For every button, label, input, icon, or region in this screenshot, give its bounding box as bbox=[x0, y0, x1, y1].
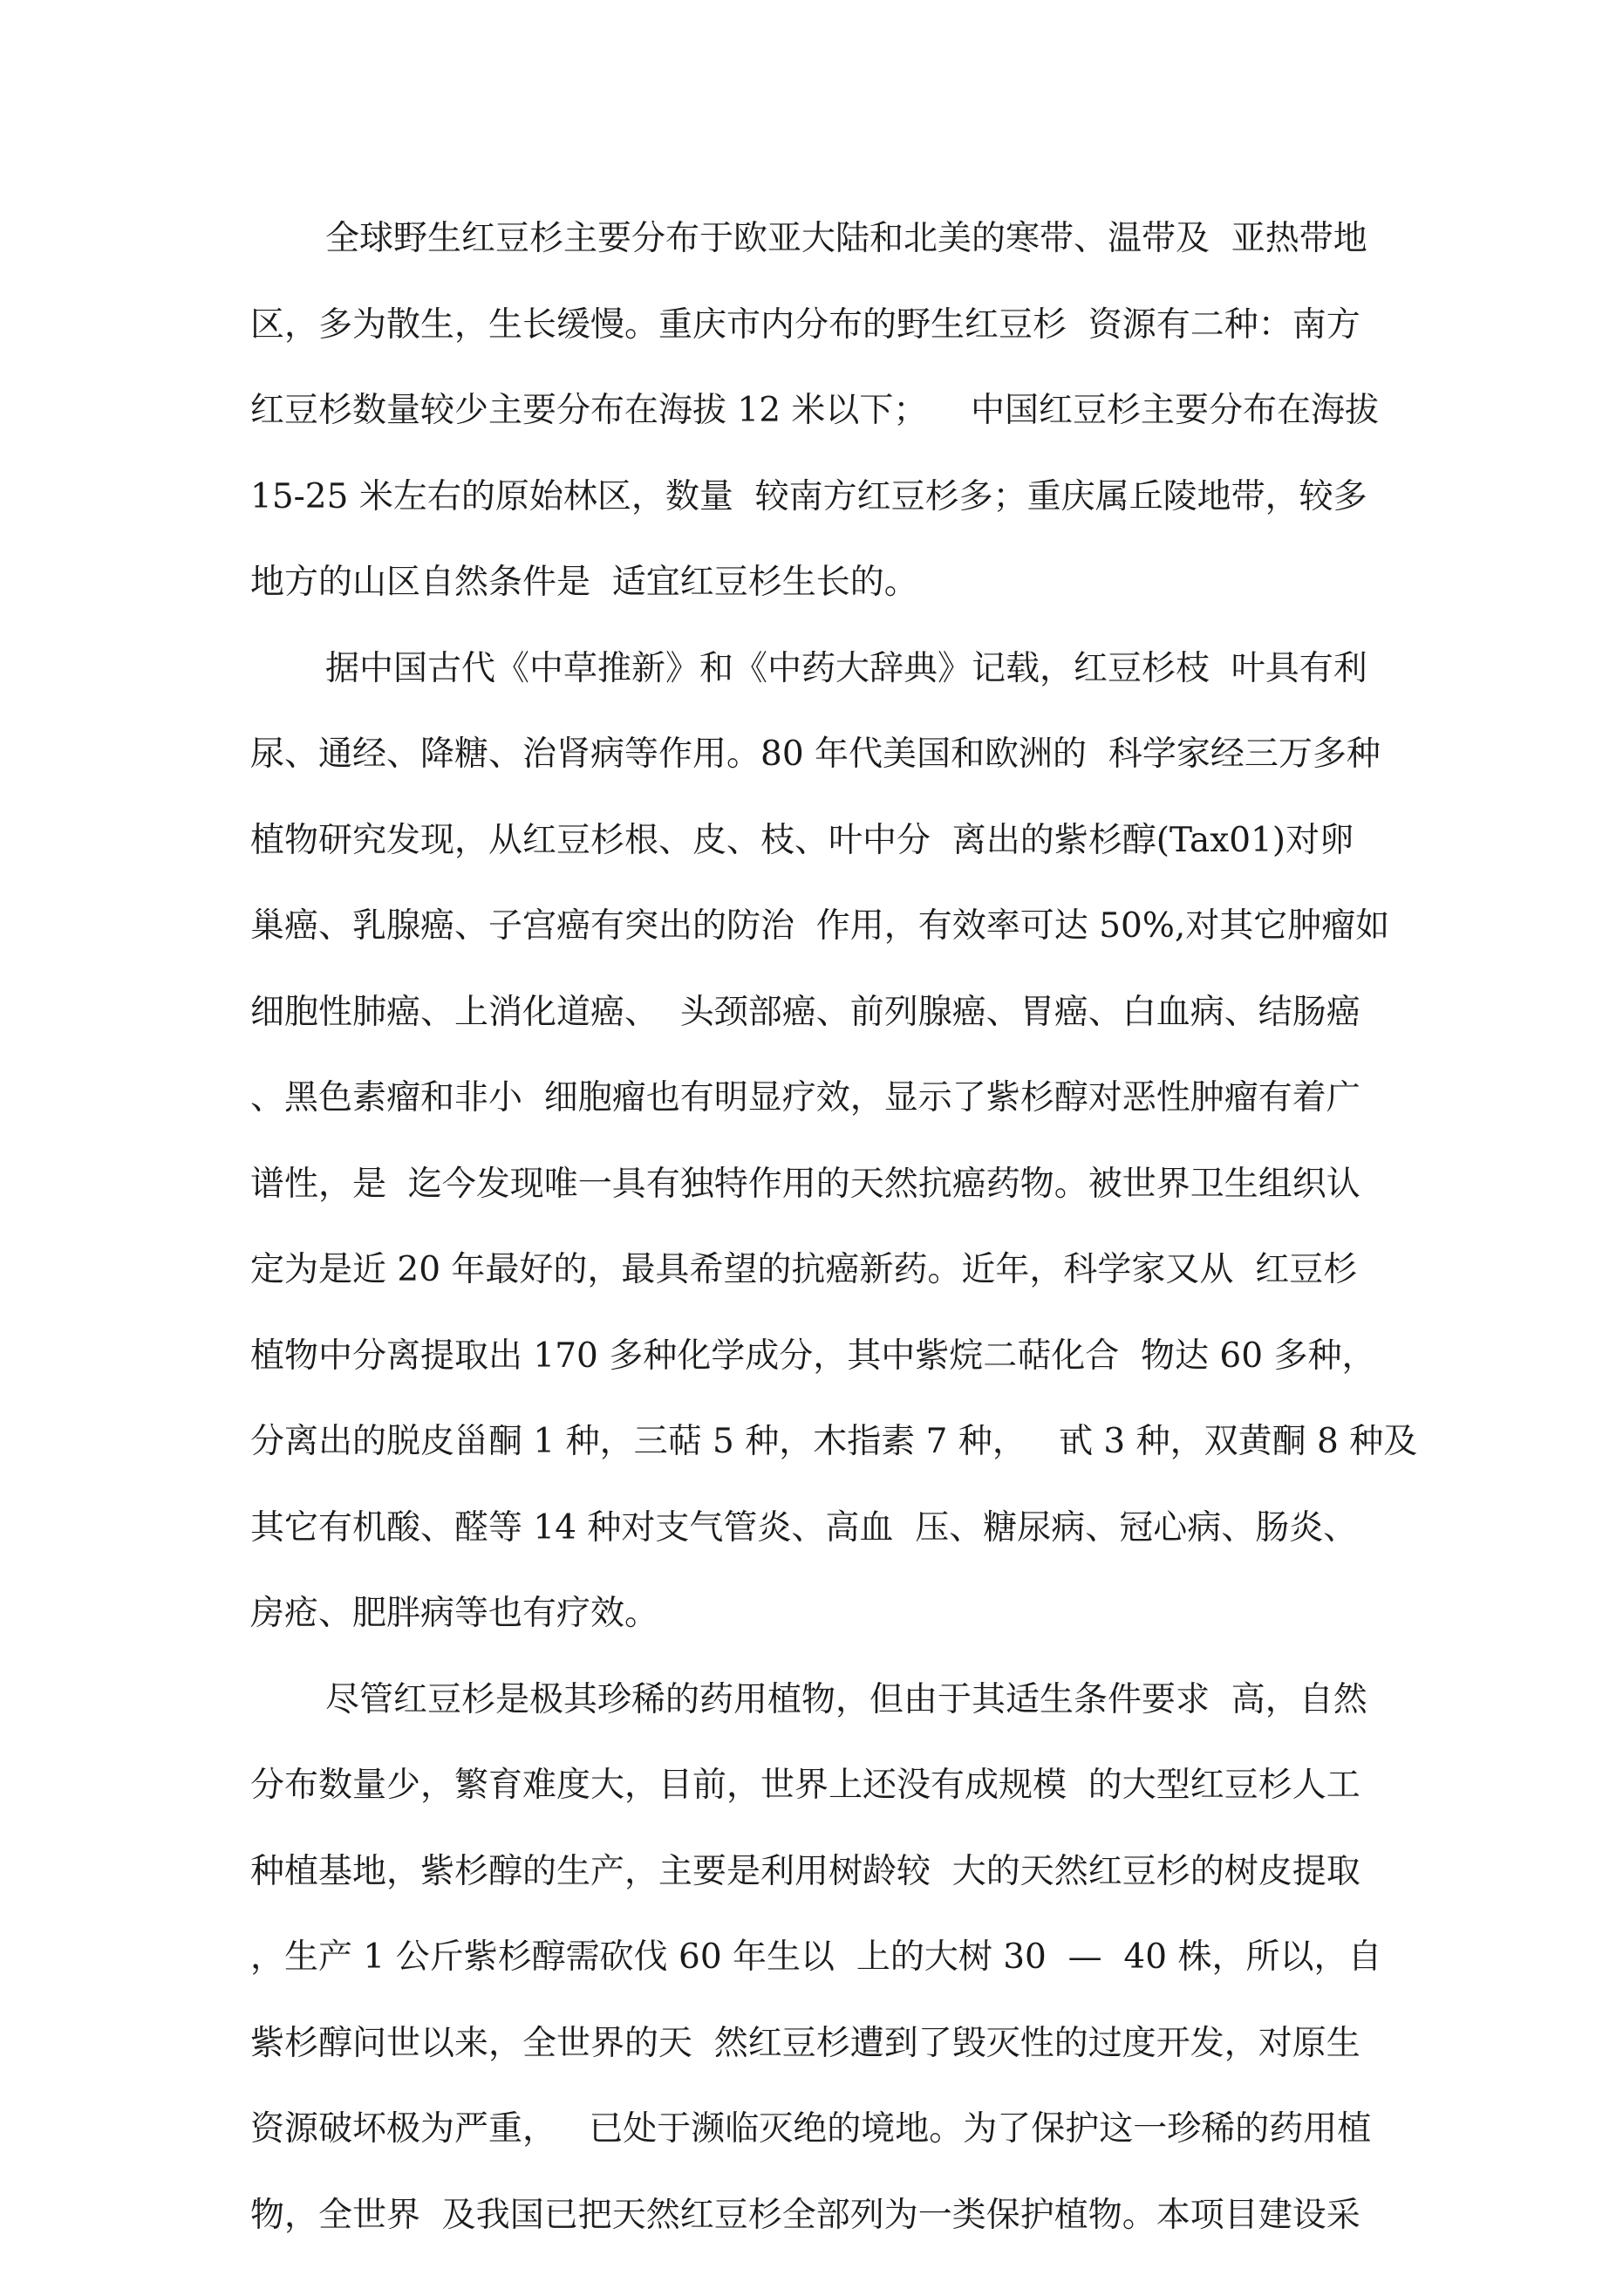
text-line: 分离出的脱皮甾酮 1 种，三萜 5 种，木指素 7 种， 甙 3 种，双黄酮 8 种及 bbox=[250, 1422, 1418, 1461]
text-line: ，生产 1 公斤紫杉醇需砍伐 60 年生以 上的大树 30 — 40 株，所以，自 bbox=[250, 1937, 1382, 1977]
text-line: 据中国古代《中草推新》和《中药大辞典》记载，红豆杉枝 叶具有利 bbox=[325, 648, 1367, 688]
paragraph-distribution bbox=[250, 196, 1428, 626]
text-line: 巢癌、乳腺癌、子宫癌有突出的防治 作用，有效率可达 50%,对其它肿瘤如 bbox=[250, 906, 1390, 946]
text-line: 区，多为散生，生长缓慢。重庆市内分布的野生红豆杉 资源有二种：南方 bbox=[250, 304, 1360, 345]
document-body bbox=[250, 196, 1428, 2258]
text-line: 尿、通经、降糖、治肾病等作用。80 年代美国和欧洲的 科学家经三万多种 bbox=[250, 735, 1381, 774]
text-line: 紫杉醇问世以来，全世界的天 然红豆杉遭到了毁灭性的过度开发，对原生 bbox=[250, 2023, 1360, 2063]
text-line: 地方的山区自然条件是 适宜红豆杉生长的。 bbox=[250, 563, 918, 602]
text-line: 分布数量少，繁育难度大，目前，世界上还没有成规模 的大型红豆杉人工 bbox=[250, 1766, 1360, 1805]
text-line: 15-25 米左右的原始林区，数量 较南方红豆杉多；重庆属丘陵地带，较多 bbox=[250, 476, 1367, 516]
text-line: 尽管红豆杉是极其珍稀的药用植物，但由于其适生条件要求 高，自然 bbox=[325, 1679, 1367, 1719]
text-line: 植物研究发现，从红豆杉根、皮、枝、叶中分 离出的紫杉醇(Tax01)对卵 bbox=[250, 820, 1354, 860]
paragraph-medicinal-value bbox=[250, 626, 1428, 1657]
text-line: 全球野生红豆杉主要分布于欧亚大陆和北美的寒带、温带及 亚热带地 bbox=[325, 219, 1367, 258]
text-line: 房疮、肥胖病等也有疗效。 bbox=[250, 1594, 659, 1633]
text-line: 谱性，是 迄今发现唯一具有独特作用的天然抗癌药物。被世界卫生组织认 bbox=[250, 1164, 1360, 1204]
text-line: 物，全世界 及我国已把天然红豆杉全部列为一类保护植物。本项目建设采 bbox=[250, 2195, 1360, 2235]
text-line: 植物中分离提取出 170 多种化学成分，其中紫烷二萜化合 物达 60 多种， bbox=[250, 1336, 1376, 1376]
paragraph-conservation bbox=[250, 1657, 1428, 2259]
text-line: 资源破坏极为严重， 已处于濒临灭绝的境地。为了保护这一珍稀的药用植 bbox=[250, 2109, 1372, 2149]
text-line: 其它有机酸、醛等 14 种对支气管炎、高血 压、糖尿病、冠心病、肠炎、 bbox=[250, 1507, 1358, 1548]
text-line: 红豆杉数量较少主要分布在海拔 12 米以下； 中国红豆杉主要分布在海拔 bbox=[250, 391, 1380, 430]
text-line: 、黑色素瘤和非小 细胞瘤也有明显疗效，显示了紫杉醇对恶性肿瘤有着广 bbox=[250, 1078, 1360, 1117]
text-line: 细胞性肺癌、上消化道癌、 头颈部癌、前列腺癌、胃癌、白血病、结肠癌 bbox=[250, 992, 1360, 1032]
text-line: 定为是近 20 年最好的，最具希望的抗癌新药。近年，科学家又从 红豆杉 bbox=[250, 1250, 1358, 1289]
text-line: 种植基地，紫杉醇的生产，主要是利用树龄较 大的天然红豆杉的树皮提取 bbox=[250, 1851, 1360, 1891]
